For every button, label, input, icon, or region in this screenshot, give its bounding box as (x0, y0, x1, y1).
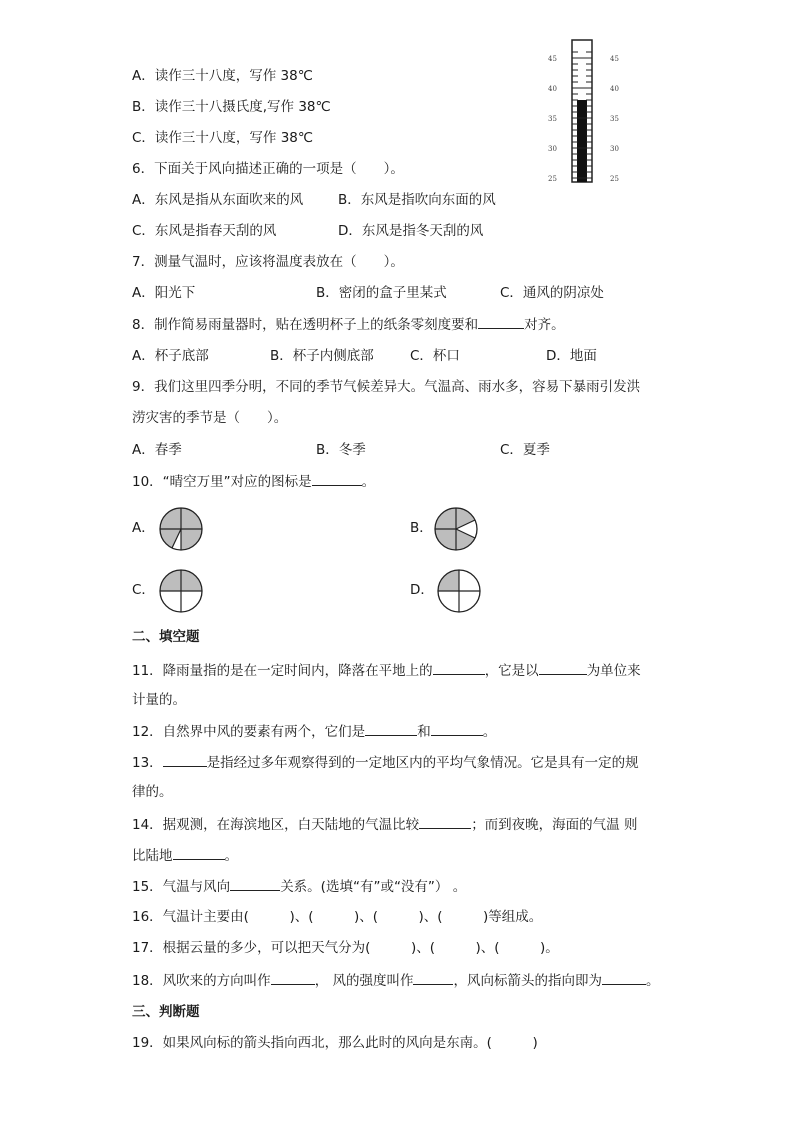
thermometer-tick-label-right: 45 (610, 55, 619, 63)
q14-line2-post: 。 (224, 848, 238, 864)
q18-blank-3[interactable] (602, 970, 646, 985)
q8-option-a: A．杯子底部 (132, 348, 209, 364)
section-fill-in-heading: 二、填空题 (132, 629, 200, 645)
q10-blank[interactable] (312, 471, 362, 486)
q7-option-c: C．通风的阴凉处 (500, 285, 604, 301)
q18-blank-2[interactable] (413, 970, 453, 985)
q15 (132, 876, 466, 897)
q14-line2-pre: 比陆地 (132, 848, 173, 864)
q8-blank[interactable] (478, 314, 524, 329)
q11-post: 为单位来 (586, 663, 641, 679)
cloud-icon-c[interactable] (158, 568, 204, 614)
cloud-icon-a[interactable] (158, 506, 204, 552)
q6-option-d: D．东风是指冬天刮的风 (338, 223, 484, 239)
q16: 16．气温计主要由( )、( )、( )、( )等组成。 (132, 909, 543, 925)
q14-line1 (132, 814, 637, 835)
q6-stem: 6．下面关于风向描述正确的一项是（ ）。 (132, 161, 404, 177)
q18 (132, 970, 659, 991)
q17: 17．根据云量的多少，可以把天气分为( )、( )、( )。 (132, 940, 559, 956)
q13-blank[interactable] (163, 752, 207, 767)
q11-pre: 11．降雨量指的是在一定时间内，降落在平地上的 (132, 663, 433, 679)
thermometer-tick-label-left: 35 (548, 115, 557, 123)
thermometer-tick-label-left: 45 (548, 55, 557, 63)
q7-option-a: A．阳光下 (132, 285, 196, 301)
q10-stem-post: 。 (361, 474, 376, 490)
thermometer-tick-label-right: 25 (610, 175, 619, 183)
q10-stem (132, 471, 375, 492)
q12-blank-1[interactable] (365, 721, 417, 736)
q8-stem-post: 对齐。 (524, 317, 565, 333)
option-b: B．读作三十八摄氏度,写作 38℃ (132, 99, 331, 115)
q18-pre: 18．风吹来的方向叫作 (132, 973, 271, 989)
q14-blank-2[interactable] (173, 845, 225, 860)
q10-option-c-label: C． (132, 582, 155, 598)
q13-line2: 律的。 (132, 784, 173, 800)
thermometer-figure (540, 38, 630, 192)
q11-line2: 计量的。 (132, 692, 186, 708)
q7-stem: 7．测量气温时，应该将温度表放在（ ）。 (132, 254, 404, 270)
thermometer-mercury (577, 100, 587, 182)
cloud-icon-b[interactable] (433, 506, 479, 552)
q8-option-c: C．杯口 (410, 348, 460, 364)
option-c: C．读作三十八度，写作 38℃ (132, 130, 314, 146)
q14-line2 (132, 845, 238, 866)
q9-option-c: C．夏季 (500, 442, 550, 458)
q12-mid: 和 (417, 724, 431, 740)
q18-mid2: ，风向标箭头的指向即为 (453, 973, 602, 989)
section-judge-heading: 三、判断题 (132, 1004, 200, 1020)
q15-post: 关系。(选填“有”或“没有”） 。 (280, 879, 467, 895)
q15-blank[interactable] (230, 876, 280, 891)
thermometer-tick-label-left: 30 (548, 145, 557, 153)
q10-option-b-label: B． (410, 520, 433, 536)
q12 (132, 721, 496, 742)
option-a: A．读作三十八度，写作 38℃ (132, 68, 313, 84)
q12-blank-2[interactable] (431, 721, 483, 736)
thermometer-tick-label-right: 35 (610, 115, 619, 123)
q14-blank-1[interactable] (419, 814, 471, 829)
q8-option-b: B．杯子内侧底部 (270, 348, 374, 364)
q19: 19．如果风向标的箭头指向西北，那么此时的风向是东南。( ) (132, 1035, 538, 1051)
q6-option-c: C．东风是指春天刮的风 (132, 223, 277, 239)
q13-post: 是指经过多年观察得到的一定地区内的平均气象情况。它是具有一定的规 (206, 755, 639, 771)
q8-stem-pre: 8．制作简易雨量器时，贴在透明杯子上的纸条零刻度要和 (132, 317, 479, 333)
thermometer-tick-label-left: 40 (548, 85, 557, 93)
thermometer-tick-label-right: 30 (610, 145, 619, 153)
q6-option-b: B．东风是指吹向东面的风 (338, 192, 496, 208)
q8-stem (132, 314, 565, 335)
q11-blank-2[interactable] (539, 660, 587, 675)
q13-pre: 13． (132, 755, 163, 771)
q9-line1: 9．我们这里四季分明，不同的季节气候差异大。气温高、雨水多，容易下暴雨引发洪 (132, 379, 641, 395)
thermometer-tick-label-right: 40 (610, 85, 619, 93)
q6-option-a: A．东风是指从东面吹来的风 (132, 192, 304, 208)
q14-post: ；而到夜晚，海面的气温 则 (471, 817, 638, 833)
thermometer-tick-label-left: 25 (548, 175, 557, 183)
q18-blank-1[interactable] (271, 970, 315, 985)
q12-pre: 12．自然界中风的要素有两个，它们是 (132, 724, 366, 740)
q18-mid1: ， 风的强度叫作 (314, 973, 414, 989)
q14-pre: 14．据观测，在海滨地区，白天陆地的气温比较 (132, 817, 420, 833)
q11-line1 (132, 660, 641, 681)
q15-pre: 15．气温与风向 (132, 879, 231, 895)
q9-line2: 涝灾害的季节是（ ）。 (132, 410, 288, 426)
q11-mid: ，它是以 (484, 663, 539, 679)
q11-blank-1[interactable] (433, 660, 485, 675)
q10-option-a-label: A． (132, 520, 155, 536)
q18-post: 。 (645, 973, 660, 989)
q10-option-d-label: D． (410, 582, 434, 598)
q13-line1 (132, 752, 639, 773)
q9-option-a: A．春季 (132, 442, 182, 458)
cloud-icon-d[interactable] (436, 568, 482, 614)
q8-option-d: D．地面 (546, 348, 597, 364)
q10-stem-pre: 10．“晴空万里”对应的图标是 (132, 474, 312, 490)
q7-option-b: B．密闭的盒子里某式 (316, 285, 447, 301)
q12-post: 。 (482, 724, 497, 740)
q9-option-b: B．冬季 (316, 442, 366, 458)
